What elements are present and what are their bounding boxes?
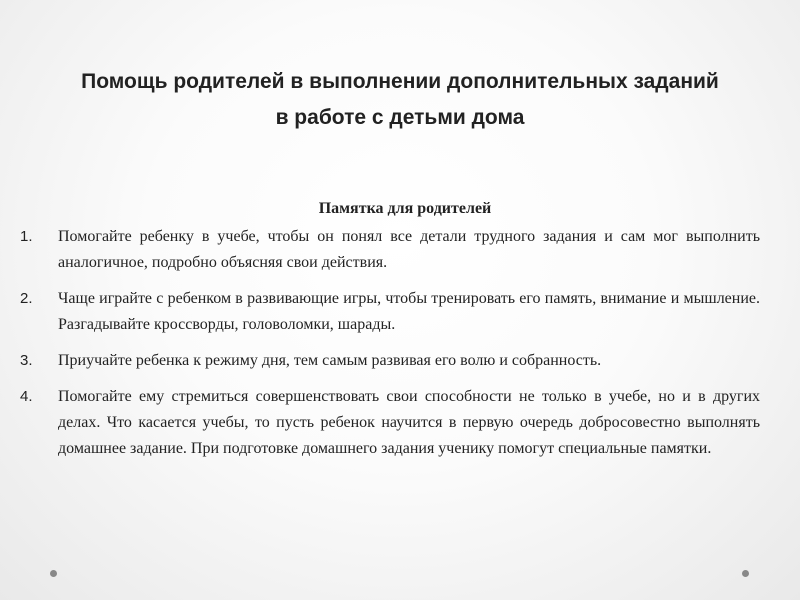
list-item (20, 286, 760, 338)
list-item-number: 4. (20, 388, 33, 405)
list-item-text: Чаще играйте с ребенком в развивающие игры, чтобы тренировать его память, внимание и мышление. Разгадывайте кроссворды, головоломки, шарады. (58, 290, 760, 333)
decorative-dot-right (742, 570, 749, 577)
slide-title (30, 64, 770, 136)
list-item-text: Помогайте ребенку в учебе, чтобы он понял все детали трудного задания и сам мог выполнить аналогичное, подробно объясняя свои действия. (58, 228, 760, 271)
list-item-number: 3. (20, 352, 33, 369)
list-item (20, 384, 760, 462)
list-item (20, 224, 760, 276)
list-item-number: 2. (20, 290, 33, 307)
list-item-text: Приучайте ребенка к режиму дня, тем самым развивая его волю и собранность. (58, 352, 602, 369)
decorative-dot-left (50, 570, 57, 577)
list-item-text: Помогайте ему стремиться совершенствовать свои способности не только в учебе, но и в других делах. Что касается учебы, то пусть ребенок научится в первую очередь добросовестно выполнять домашнее задание. При подготовке домашнего задания ученику помогут специальные памятки. (58, 388, 760, 457)
list-item-number: 1. (20, 228, 33, 245)
slide-title-line-2: в работе с детьми дома (275, 106, 525, 129)
slide-title-line-1: Помощь родителей в выполнении дополнительных заданий (81, 70, 719, 93)
list-item (20, 348, 760, 374)
slide-subtitle: Памятка для родителей (318, 200, 492, 217)
advice-list (20, 224, 760, 472)
